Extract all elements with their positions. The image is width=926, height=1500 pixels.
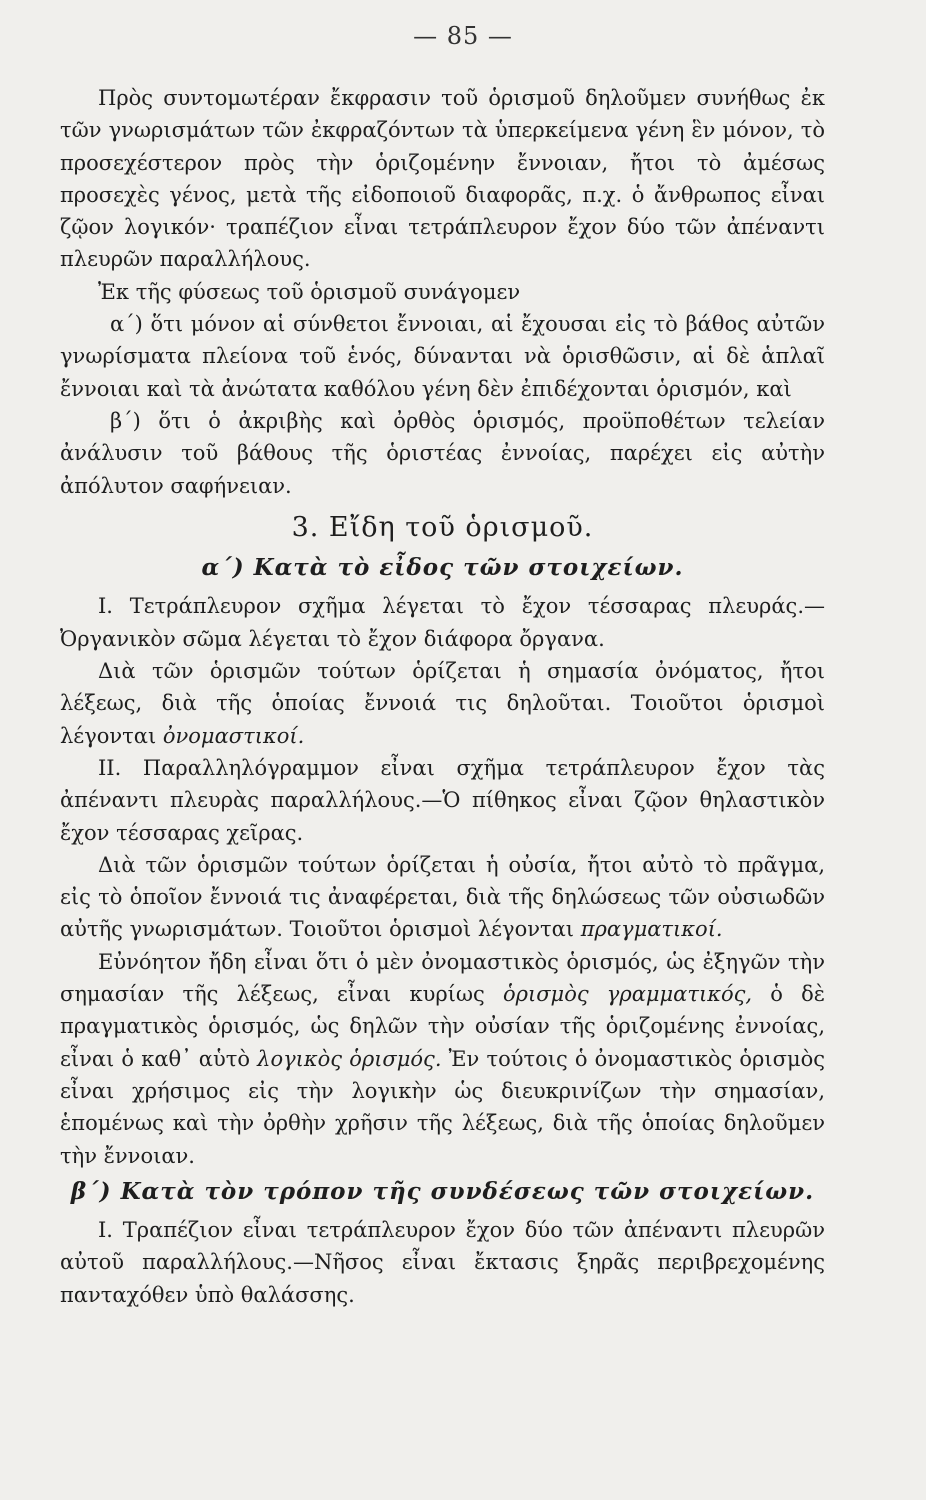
paragraph-example-3: I. Τραπέζιον εἶναι τετράπλευρον ἔχον δύο τῶν ἀπέναντι πλευρῶν αὐτοῦ παραλλήλους.—Νῆσος εἶναι ἔκτασις ξηρᾶς περιβρεχομένης πανταχόθεν ὑπὸ θαλάσσης.	[60, 1218, 825, 1307]
paragraph-comparison	[60, 946, 825, 1172]
section-title: 3. Εἴδη τοῦ ὁρισμοῦ.	[291, 511, 594, 543]
italic-term-nominal: ὀνομαστικοί.	[162, 723, 305, 748]
paragraph-real-definition	[60, 849, 825, 946]
paragraph-conclusion-lead: Ἐκ τῆς φύσεως τοῦ ὁρισμοῦ συνάγομεν	[98, 279, 521, 304]
text-span: Διὰ τῶν ὁρισμῶν τούτων ὁρίζεται ἡ σημασία ὀνόματος, ἤτοι λέξεως, διὰ τῆς ὁποίας ἔννοιά τις δηλοῦται. Τοιοῦτοι ὁρισμοὶ λέγονται	[60, 659, 825, 748]
subsection-title-b: β΄) Κατὰ τὸν τρόπον τῆς συνδέσεως τῶν στοιχείων.	[70, 1177, 815, 1205]
text-span: Εὐνόητον ἤδη εἶναι ὅτι ὁ μὲν ὀνομαστικὸς ὁρισμός, ὡς ἐξηγῶν τὴν σημασίαν τῆς λέξεως, εἶναι κυρίως	[60, 949, 825, 1007]
paragraph-nominal-definition	[60, 655, 825, 752]
paragraph-example-1: I. Τετράπλευρον σχῆμα λέγεται τὸ ἔχον τέσσαρας πλευράς.—Ὀργανικὸν σῶμα λέγεται τὸ ἔχον διάφορα ὄργανα.	[60, 594, 825, 651]
text-span: Ἐν τούτοις ὁ ὀνομαστικὸς ὁρισμὸς εἶναι χρήσιμος εἰς τὴν λογικὴν ὡς διευκρινίζων τὴν σημασίαν, ἑπομένως καὶ τὴν ὀρθὴν χρῆσιν τῆς λέξεως, διὰ τῆς ὁποίας δηλοῦμεν τὴν ἔννοιαν.	[60, 1046, 825, 1168]
list-item-b: β΄) ὅτι ὁ ἀκριβὴς καὶ ὀρθὸς ὁρισμός, προϋποθέτων τελείαν ἀνάλυσιν τοῦ βάθους τῆς ὁριστέας ἐννοίας, παρέχει εἰς αὐτὴν ἀπόλυτον σαφήνειαν.	[60, 408, 825, 498]
text-span: ὁ δὲ πραγματικὸς ὁρισμός, ὡς δηλῶν τὴν οὐσίαν τῆς ὁριζομένης ἐννοίας, εἶναι ὁ καθ᾽ αὑτὸ	[60, 982, 825, 1071]
list-item-a: α΄) ὅτι μόνον αἱ σύνθετοι ἔννοιαι, αἱ ἔχουσαι εἰς τὸ βάθος αὐτῶν γνωρίσματα πλείονα τοῦ ἑνός, δύνανται νὰ ὁρισθῶσιν, αἱ δὲ ἁπλαῖ ἔννοιαι καὶ τὰ ἀνώτατα καθόλου γένη δὲν ἐπιδέχονται ὁρισμόν, καὶ	[60, 312, 825, 401]
paragraph-intro: Πρὸς συντομωτέραν ἔκφρασιν τοῦ ὁρισμοῦ δηλοῦμεν συνήθως ἐκ τῶν γνωρισμάτων τῶν ἐκφραζόντων τὰ ὑπερκείμενα γένη ἓν μόνον, τὸ προσεχέστερον πρὸς τὴν ὁριζομένην ἔννοιαν, ἤτοι τὸ ἀμέσως προσεχὲς γένος, μετὰ τῆς εἰδοποιοῦ διαφορᾶς, π.χ. ὁ ἄνθρωπος εἶναι ζῷον λογικόν· τραπέζιον εἶναι τετράπλευρον ἔχον δύο τῶν ἀπέναντι πλευρῶν παραλλήλους.	[60, 86, 825, 272]
page-body	[60, 82, 825, 1311]
italic-term-grammatical: ὁρισμὸς γραμματικός,	[503, 982, 753, 1007]
text-span: Διὰ τῶν ὁρισμῶν τούτων ὁρίζεται ἡ οὐσία, ἤτοι αὐτὸ τὸ πρᾶγμα, εἰς τὸ ὁποῖον ἔννοιά τις ἀναφέρεται, διὰ τῆς δηλώσεως τῶν οὐσιωδῶν αὐτῆς γνωρισμάτων. Τοιοῦτοι ὁρισμοὶ λέγονται	[60, 852, 825, 942]
page-number: — 85 —	[413, 22, 513, 50]
paragraph-example-2: II. Παραλληλόγραμμον εἶναι σχῆμα τετράπλευρον ἔχον τὰς ἀπέναντι πλευρὰς παραλλήλους.—Ὁ πίθηκος εἶναι ζῷον θηλαστικὸν ἔχον τέσσαρας χεῖρας.	[60, 755, 825, 845]
italic-term-real: πραγματικοί.	[580, 917, 723, 942]
subsection-title-a: α΄) Κατὰ τὸ εἶδος τῶν στοιχείων.	[201, 554, 684, 582]
italic-term-logical: λογικὸς ὁρισμός.	[257, 1046, 442, 1071]
